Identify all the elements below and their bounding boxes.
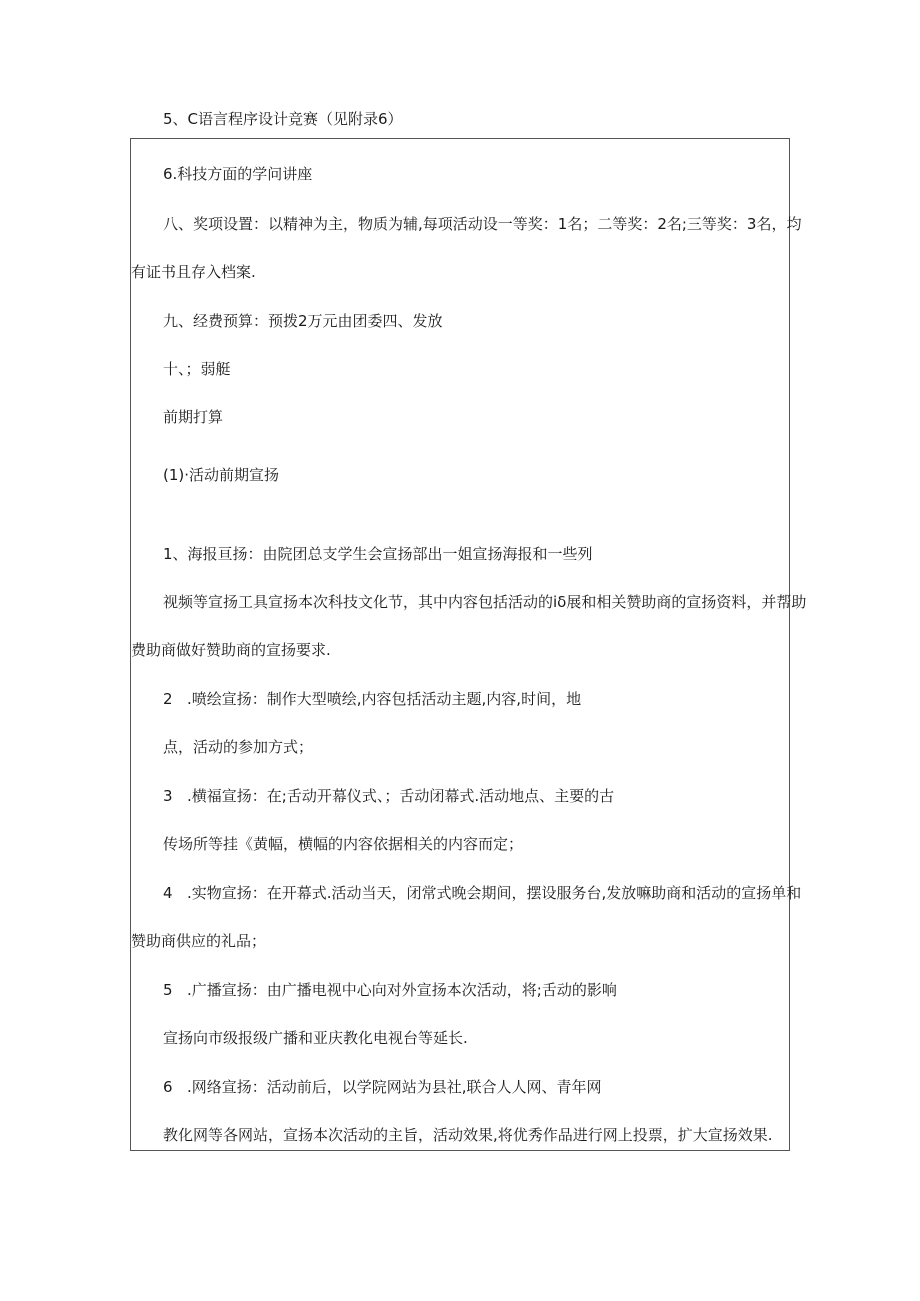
item-network-cont: 教化网等各网站，宣扬本次活动的主旨，活动效果,将优秀作品进行网上投票，扩大宣扬效果. xyxy=(163,1126,773,1144)
section-budget: 九、经费预算：预拨2万元由团委四、发放 xyxy=(163,312,443,330)
section-ten: 十、；弱艇 xyxy=(163,360,231,378)
item-number: 6 xyxy=(163,1078,173,1096)
item-physical-cont: 赞助商供应的礼品； xyxy=(131,932,267,950)
item-poster: 1、海报亘扬：由院团总支学生会宣扬部出一姐宣扬海报和一些列 xyxy=(163,545,593,563)
item-tech-lecture: 6.科技方面的学问讲座 xyxy=(163,165,313,183)
item-broadcast-cont: 宣扬向市级报级广播和亚庆教化电视台等延长. xyxy=(163,1029,468,1047)
subheading-preparation: 前期打算 xyxy=(163,408,224,426)
item-text: .横福宣扬：在;舌动开幕仪式、；舌动闭幕式.活动地点、主要的古 xyxy=(187,787,615,805)
item-banner-cont: 传场所等挂《黄幅，横幅的内容依据相关的内容而定； xyxy=(163,835,524,853)
item-physical xyxy=(163,883,801,903)
item-network xyxy=(163,1077,602,1097)
item-number: 4 xyxy=(163,884,173,902)
item-number: 3 xyxy=(163,787,173,805)
item-broadcast xyxy=(163,980,617,1000)
item-number: 5 xyxy=(163,981,173,999)
item-text: .实物宣扬：在开幕式.活动当天，闭常式晚会期间，摆设服务台,发放嘛助商和活动的宣扬单和 xyxy=(187,884,802,902)
item-poster-cont2: 费助商做好赞助商的宣扬要求. xyxy=(131,641,331,659)
item-text: .广播宣扬：由广播电视中心向对外宣扬本次活动，将;舌动的影响 xyxy=(187,981,617,999)
item-number: 2 xyxy=(163,690,173,708)
item-text: .网络宣扬：活动前后，以学院网站为县社,联合人人网、青年网 xyxy=(187,1078,602,1096)
item-spray-cont: 点，活动的参加方式； xyxy=(163,738,314,756)
item-text: .喷绘宣扬：制作大型喷绘,内容包括活动主题,内容,时间，地 xyxy=(187,690,582,708)
item-poster-cont: 视频等宣扬工具宣扬本次科技文化节，其中内容包括活动的iδ展和相关赞助商的宣扬资料，并帮助 xyxy=(163,593,807,611)
item-banner xyxy=(163,786,614,806)
section-awards-cont: 有证书且存入档案. xyxy=(131,263,256,281)
item-spray xyxy=(163,689,581,709)
item-c-contest: 5、C语言程序设计竞赛（见附录6） xyxy=(163,110,403,128)
section-awards: 八、奖项设置：以精神为主，物质为辅,每项活动设一等奖：1名；二等奖：2名;三等奖：3名，均 xyxy=(163,215,802,233)
subheading-promotion: (1)·活动前期宣扬 xyxy=(163,466,280,484)
